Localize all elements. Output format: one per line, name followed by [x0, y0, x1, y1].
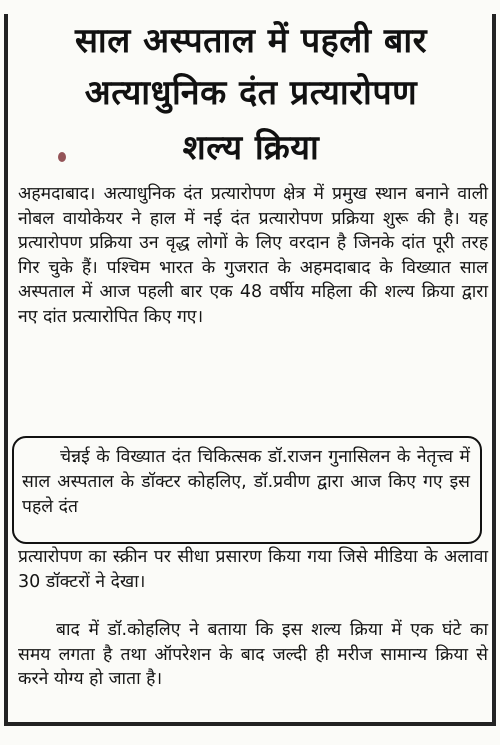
paragraph-text: बाद में डॉ.कोहलिए ने बताया कि इस शल्य क्रिया में एक घंटे का समय लगता है तथा ऑपरेशन के बाद जल्दी ही मरीज सामान्य क्रिया से करने योग्य हो जाता है।	[18, 620, 488, 690]
headline-line-1: साल अस्पताल में पहली बार	[74, 21, 428, 61]
article-paragraph-3	[18, 545, 488, 594]
headline-line-2: अत्याधुनिक दंत प्रत्यारोपण	[84, 73, 418, 113]
paragraph-text: अहमदाबाद। अत्याधुनिक दंत प्रत्यारोपण क्षेत्र में प्रमुख स्थान बनाने वाली नोबल वायोकेयर ने हाल में नई दंत प्रत्यारोपण प्रक्रिया शुरू की है। यह प्रत्यारोपण प्रक्रिया उन वृद्ध लोगों के लिए वरदान है जिनके दांत पूरी तरह गिर चुके हैं। पश्चिम भारत के गुजरात के अहमदाबाद के विख्यात साल अस्पताल में आज पहली बार एक 48 वर्षीय महिला की शल्य क्रिया द्वारा नए दांत प्रत्यारोपित किए गए।	[18, 184, 488, 327]
highlighted-paragraph-text: चेन्नई के विख्यात दंत चिकित्सक डॉ.राजन गुनासिलन के नेतृत्त्व में साल अस्पताल के डॉक्टर कोहलिए, डॉ.प्रवीण द्वारा आज किए गए इस पहले दंत	[22, 447, 470, 517]
right-border-rule	[492, 14, 496, 724]
ink-smudge	[58, 152, 66, 162]
headline-line-3: शल्य क्रिया	[182, 128, 320, 168]
article-paragraph-1	[18, 182, 488, 330]
article-paragraph-4	[18, 618, 488, 692]
paragraph-text: प्रत्यारोपण का स्क्रीन पर सीधा प्रसारण किया गया जिसे मीडिया के अलावा 30 डॉक्टरों ने देखा।	[18, 547, 488, 592]
highlighted-paragraph-box	[12, 436, 482, 544]
left-border-rule	[4, 14, 8, 724]
bottom-border-rule	[4, 722, 496, 726]
